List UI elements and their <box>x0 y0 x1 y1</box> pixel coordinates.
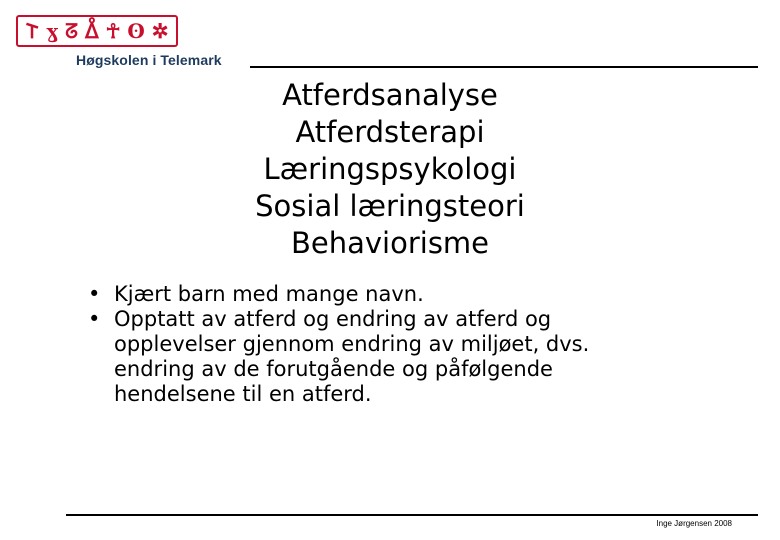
top-divider <box>250 66 758 68</box>
title-line-2: Atferdsterapi <box>295 115 485 149</box>
logo-glyph-7: ✲ <box>151 19 169 43</box>
bottom-divider <box>66 514 758 516</box>
logo-glyph-2: ɣ <box>46 19 59 43</box>
slide-title <box>180 77 600 262</box>
logo-glyph-3: ᘔ <box>65 19 79 43</box>
college-logo <box>16 15 178 47</box>
bullet-item <box>82 307 642 407</box>
bullet-marker: • <box>88 307 101 331</box>
logo-glyph-5: ☥ <box>105 19 121 43</box>
title-line-3: Læringspsykologi <box>263 152 517 186</box>
title-line-1: Atferdsanalyse <box>282 78 498 112</box>
bullet-text: Opptatt av atferd og endring av atferd og opplevelser gjennom endring av miljøet, dvs. endring av de forutgående og påfølgende hendelsene til en atferd. <box>114 307 590 406</box>
bullet-marker: • <box>88 282 101 306</box>
bullet-item <box>82 282 642 307</box>
footer-credit: Inge Jørgensen 2008 <box>656 519 732 528</box>
school-name: Høgskolen i Telemark <box>76 52 222 68</box>
bullet-list <box>82 282 642 407</box>
bullet-text: Kjært barn med mange navn. <box>114 282 424 306</box>
logo-glyph-6: ʘ <box>127 19 145 43</box>
logo-glyph-4: ᐂ <box>85 19 99 43</box>
title-line-5: Behaviorisme <box>290 226 490 260</box>
title-line-4: Sosial læringsteori <box>255 189 525 223</box>
logo-glyph-1: 𐌕 <box>25 19 40 43</box>
